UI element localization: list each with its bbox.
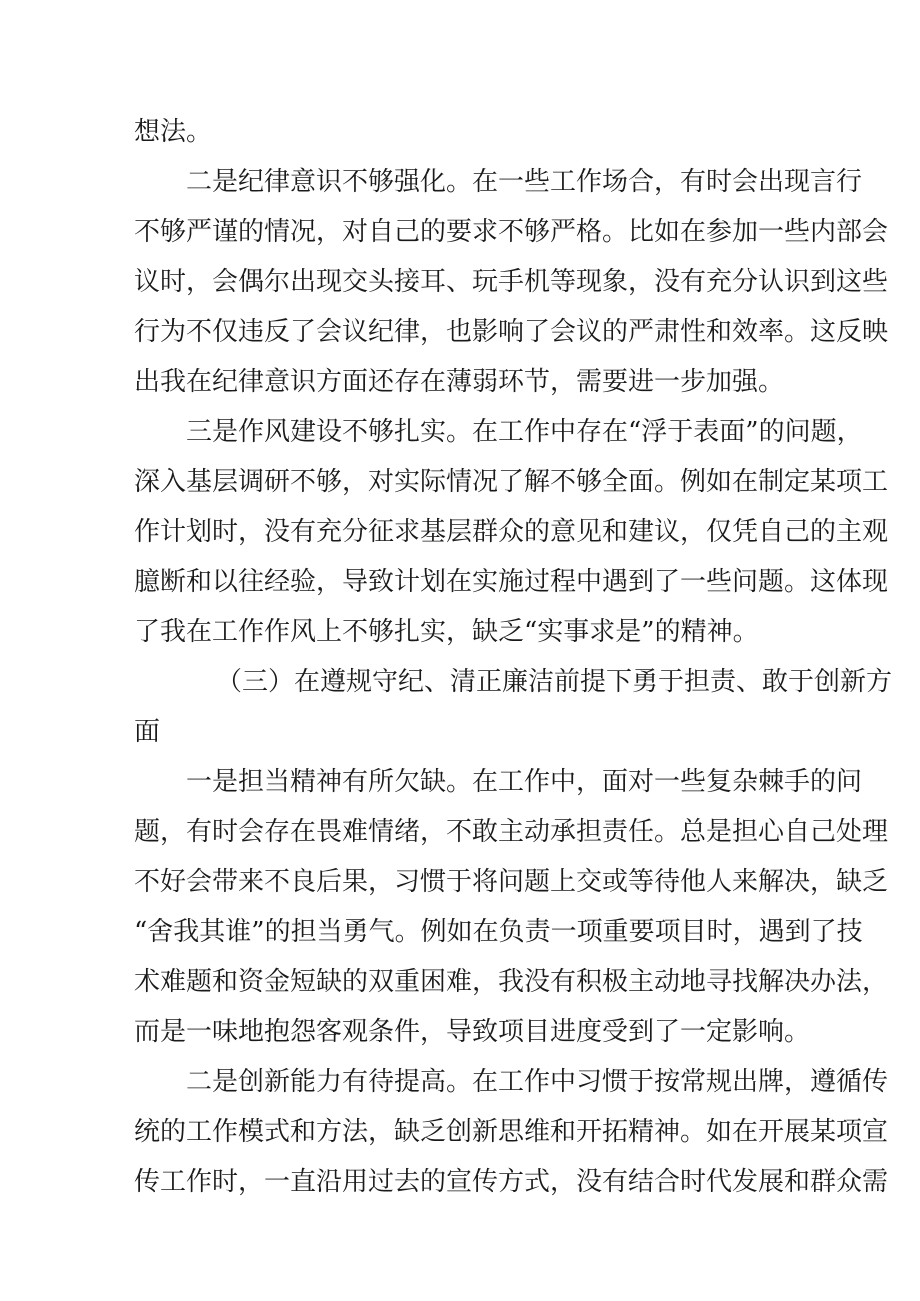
section-heading: （三）在遵规守纪、清正廉洁前提下勇于担责、敢于创新方 xyxy=(216,667,893,697)
text-line: 统的工作模式和方法，缺乏创新思维和开拓精神。如在开展某项宣 xyxy=(134,1117,889,1147)
section-heading: 面 xyxy=(134,717,161,747)
text-line: 二是创新能力有待提高。在工作中习惯于按常规出牌，遵循传 xyxy=(186,1067,889,1097)
text-line: “舍我其谁”的担当勇气。例如在负责一项重要项目时，遇到了技 xyxy=(134,917,863,947)
text-line: 想法。 xyxy=(134,117,213,147)
text-line: 深入基层调研不够，对实际情况了解不够全面。例如在制定某项工 xyxy=(134,467,889,497)
text-line: 传工作时，一直沿用过去的宣传方式，没有结合时代发展和群众需 xyxy=(134,1167,889,1197)
text-line: 术难题和资金短缺的双重困难，我没有积极主动地寻找解决办法， xyxy=(134,967,889,997)
text-line: 三是作风建设不够扎实。在工作中存在“浮于表面”的问题， xyxy=(186,417,863,447)
text-line: 议时，会偶尔出现交头接耳、玩手机等现象，没有充分认识到这些 xyxy=(134,267,889,297)
text-line: 一是担当精神有所欠缺。在工作中，面对一些复杂棘手的问 xyxy=(186,767,863,797)
text-line: 了我在工作作风上不够扎实，缺乏“实事求是”的精神。 xyxy=(134,617,759,647)
text-line: 题，有时会存在畏难情绪，不敢主动承担责任。总是担心自己处理 xyxy=(134,817,889,847)
text-line: 而是一味地抱怨客观条件，导致项目进度受到了一定影响。 xyxy=(134,1017,811,1047)
text-line: 不好会带来不良后果，习惯于将问题上交或等待他人来解决，缺乏 xyxy=(134,867,889,897)
text-line: 不够严谨的情况，对自己的要求不够严格。比如在参加一些内部会 xyxy=(134,217,889,247)
text-line: 出我在纪律意识方面还存在薄弱环节，需要进一步加强。 xyxy=(134,367,785,397)
text-line: 臆断和以往经验，导致计划在实施过程中遇到了一些问题。这体现 xyxy=(134,567,889,597)
text-line: 二是纪律意识不够强化。在一些工作场合，有时会出现言行 xyxy=(186,167,863,197)
text-line: 行为不仅违反了会议纪律，也影响了会议的严肃性和效率。这反映 xyxy=(134,317,889,347)
text-line: 作计划时，没有充分征求基层群众的意见和建议，仅凭自己的主观 xyxy=(134,517,889,547)
